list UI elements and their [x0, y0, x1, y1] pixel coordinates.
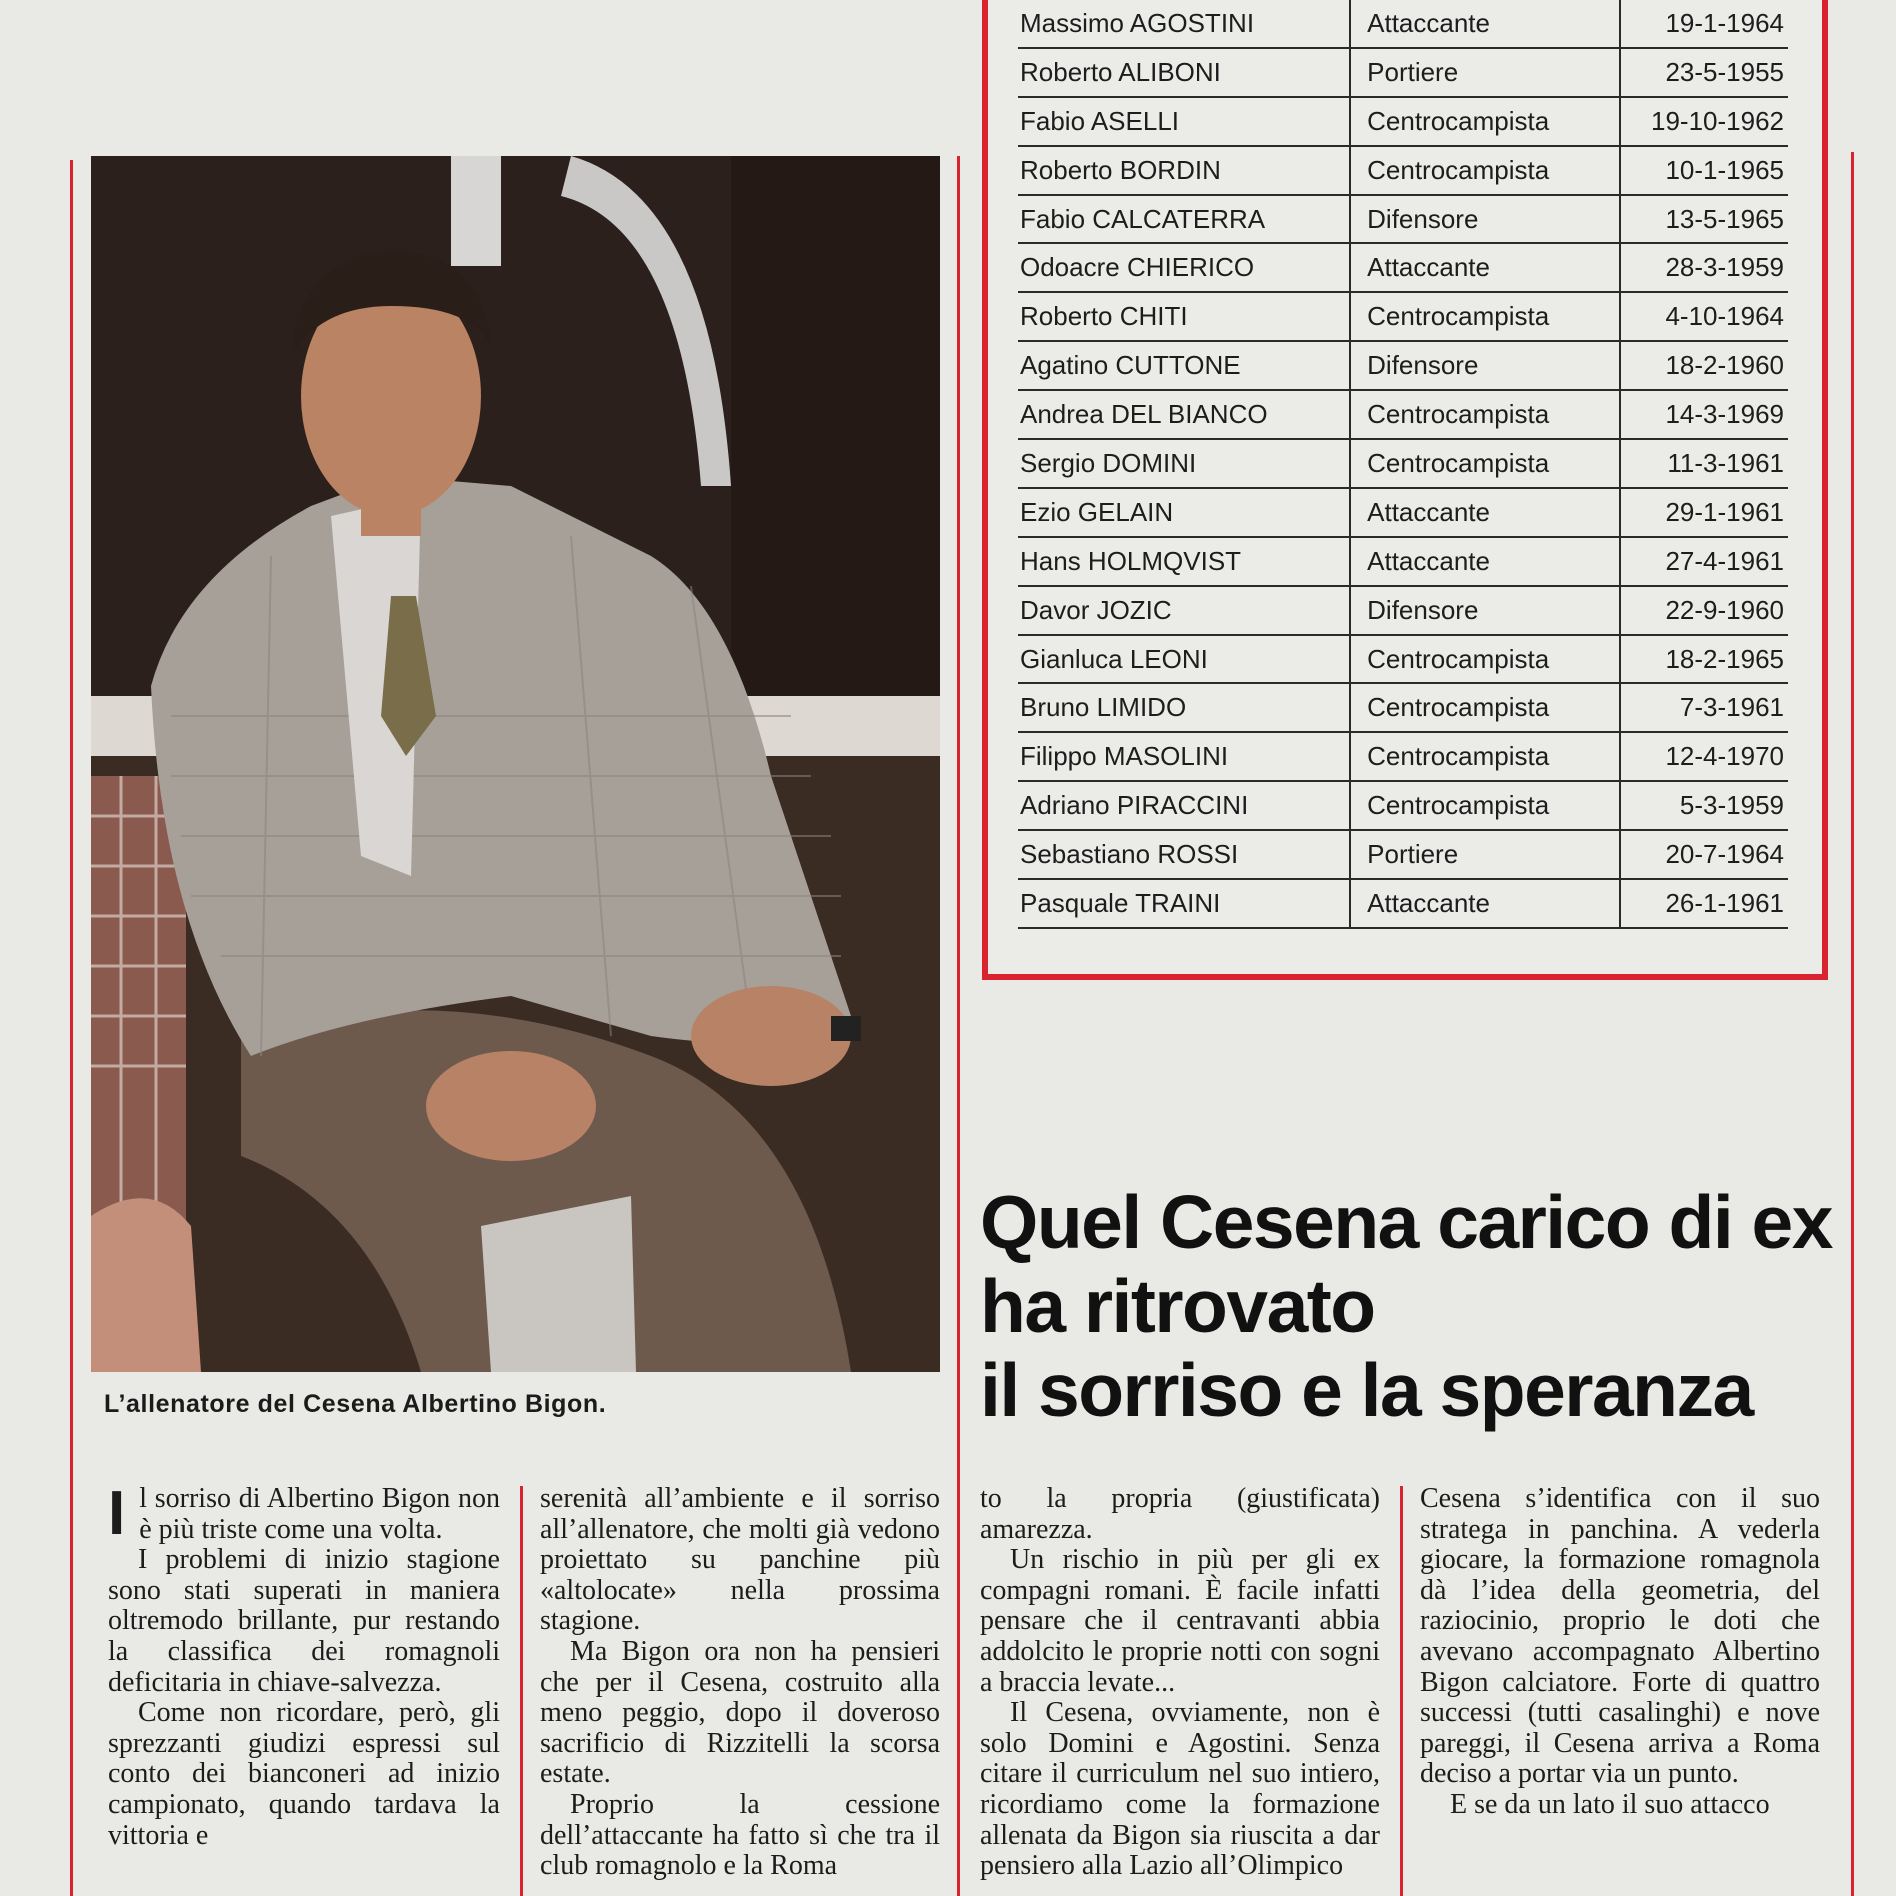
- player-birthdate: 22-9-1960: [1620, 586, 1788, 635]
- player-name: Fabio ASELLI: [1018, 97, 1350, 146]
- headline-line-2: ha ritrovato: [980, 1264, 1375, 1348]
- player-birthdate: 28-3-1959: [1620, 243, 1788, 292]
- player-name: Gianluca LEONI: [1018, 635, 1350, 684]
- article-headline: [980, 1180, 1840, 1432]
- player-role: Centrocampista: [1350, 97, 1620, 146]
- player-role: Attaccante: [1350, 537, 1620, 586]
- player-role: Centrocampista: [1350, 732, 1620, 781]
- player-role: Portiere: [1350, 48, 1620, 97]
- player-role: Centrocampista: [1350, 292, 1620, 341]
- paragraph: Il Cesena, ovviamente, non è solo Domini e Agostini. Senza citare il curriculum nel suo intiero, ricordiamo come la formazione allenata da Bigon sia riuscita a dar pensiero alla Lazio all’Olimpico: [980, 1697, 1380, 1882]
- player-birthdate: 12-4-1970: [1620, 732, 1788, 781]
- roster-row: [1018, 586, 1788, 635]
- roster-row: [1018, 195, 1788, 244]
- center-red-rule: [957, 156, 960, 1896]
- paragraph: Un rischio in più per gli ex compagni romani. È facile infatti pensare che il centravanti abbia addolcito le proprie notti con sogni a braccia levate...: [980, 1544, 1380, 1698]
- article-column-4: [1420, 1484, 1820, 1896]
- roster-row: [1018, 292, 1788, 341]
- player-birthdate: 20-7-1964: [1620, 830, 1788, 879]
- roster-row: [1018, 732, 1788, 781]
- player-role: Attaccante: [1350, 488, 1620, 537]
- roster-row: [1018, 830, 1788, 879]
- player-name: Davor JOZIC: [1018, 586, 1350, 635]
- player-name: Roberto ALIBONI: [1018, 48, 1350, 97]
- paragraph: serenità all’ambiente e il sorriso all’allenatore, che molti già vedono proiettato su panchine più «altolocate» nella prossima stagione.: [540, 1484, 940, 1637]
- roster-table: [1018, 0, 1788, 929]
- left-red-rule: [70, 160, 73, 1896]
- player-birthdate: 26-1-1961: [1620, 879, 1788, 928]
- roster-row: [1018, 683, 1788, 732]
- paragraph: Come non ricordare, però, gli sprezzanti giudizi espressi sul conto dei bianconeri ad inizio campionato, quando tardava la vittoria e: [108, 1697, 500, 1851]
- coach-photo: [91, 156, 940, 1372]
- roster-row: [1018, 537, 1788, 586]
- player-name: Andrea DEL BIANCO: [1018, 390, 1350, 439]
- player-name: Bruno LIMIDO: [1018, 683, 1350, 732]
- roster-row: [1018, 243, 1788, 292]
- player-role: Attaccante: [1350, 879, 1620, 928]
- player-role: Attaccante: [1350, 243, 1620, 292]
- player-birthdate: 18-2-1965: [1620, 635, 1788, 684]
- roster-row: [1018, 439, 1788, 488]
- player-birthdate: 23-5-1955: [1620, 48, 1788, 97]
- paragraph: Cesena s’identifica con il suo stratega in panchina. A vederla giocare, la formazione romagnola dà l’idea della geometria, del raziocinio, proprio le doti che avevano accompagnato Albertino Bigon calciatore. Forte di quattro successi (tutti casalinghi) e nove pareggi, il Cesena arriva a Roma deciso a portar via un punto.: [1420, 1484, 1820, 1790]
- player-birthdate: 29-1-1961: [1620, 488, 1788, 537]
- player-name: Hans HOLMQVIST: [1018, 537, 1350, 586]
- paragraph: E se da un lato il suo attacco: [1450, 1788, 1770, 1820]
- headline-line-1: Quel Cesena carico di ex: [980, 1180, 1832, 1264]
- player-birthdate: 14-3-1969: [1620, 390, 1788, 439]
- player-birthdate: 7-3-1961: [1620, 683, 1788, 732]
- photo-caption: L’allenatore del Cesena Albertino Bigon.: [104, 1390, 607, 1418]
- player-name: Filippo MASOLINI: [1018, 732, 1350, 781]
- player-birthdate: 4-10-1964: [1620, 292, 1788, 341]
- player-role: Difensore: [1350, 341, 1620, 390]
- player-role: Attaccante: [1350, 0, 1620, 48]
- col-divider-right: [1400, 1486, 1403, 1896]
- player-role: Difensore: [1350, 586, 1620, 635]
- player-role: Centrocampista: [1350, 390, 1620, 439]
- player-name: Sergio DOMINI: [1018, 439, 1350, 488]
- player-name: Fabio CALCATERRA: [1018, 195, 1350, 244]
- paragraph: Ma Bigon ora non ha pensieri che per il Cesena, costruito alla meno peggio, dopo il doveroso sacrificio di Rizzitelli la scorsa estate.: [540, 1635, 940, 1790]
- coach-illustration: [91, 156, 940, 1372]
- roster-row: [1018, 341, 1788, 390]
- paragraph: to la propria (giustificata) amarezza.: [980, 1484, 1380, 1545]
- player-role: Portiere: [1350, 830, 1620, 879]
- article-column-2: [540, 1484, 940, 1896]
- player-role: Centrocampista: [1350, 635, 1620, 684]
- player-name: Odoacre CHIERICO: [1018, 243, 1350, 292]
- player-name: Sebastiano ROSSI: [1018, 830, 1350, 879]
- player-name: Agatino CUTTONE: [1018, 341, 1350, 390]
- paragraph: I problemi di inizio stagione sono stati superati in maniera oltremodo brillante, pur restando la classifica dei romagnoli deficitaria in chiave-salvezza.: [108, 1544, 500, 1698]
- paragraph: Proprio la cessione dell’attaccante ha fatto sì che tra il club romagnolo e la Roma: [540, 1788, 940, 1882]
- player-birthdate: 19-10-1962: [1620, 97, 1788, 146]
- roster-row: [1018, 146, 1788, 195]
- roster-row: [1018, 390, 1788, 439]
- roster-row: [1018, 635, 1788, 684]
- right-red-rule: [1851, 152, 1854, 1896]
- roster-row: [1018, 48, 1788, 97]
- roster-row: [1018, 0, 1788, 48]
- col-divider-left: [520, 1486, 523, 1896]
- player-name: Roberto BORDIN: [1018, 146, 1350, 195]
- roster-row: [1018, 879, 1788, 928]
- article-column-1: [108, 1484, 500, 1896]
- player-birthdate: 11-3-1961: [1620, 439, 1788, 488]
- drop-cap: I: [108, 1484, 126, 1548]
- roster-row: [1018, 97, 1788, 146]
- article-column-3: [980, 1484, 1380, 1896]
- player-birthdate: 5-3-1959: [1620, 781, 1788, 830]
- player-name: Pasquale TRAINI: [1018, 879, 1350, 928]
- player-birthdate: 19-1-1964: [1620, 0, 1788, 48]
- roster-row: [1018, 781, 1788, 830]
- player-name: Massimo AGOSTINI: [1018, 0, 1350, 48]
- roster-row: [1018, 488, 1788, 537]
- player-role: Centrocampista: [1350, 683, 1620, 732]
- player-birthdate: 13-5-1965: [1620, 195, 1788, 244]
- player-birthdate: 18-2-1960: [1620, 341, 1788, 390]
- player-role: Centrocampista: [1350, 146, 1620, 195]
- paragraph: l sorriso di Albertino Bigon non è più triste come una volta.: [139, 1484, 500, 1545]
- player-birthdate: 10-1-1965: [1620, 146, 1788, 195]
- player-role: Centrocampista: [1350, 781, 1620, 830]
- player-name: Roberto CHITI: [1018, 292, 1350, 341]
- headline-line-3: il sorriso e la speranza: [980, 1348, 1753, 1432]
- player-birthdate: 27-4-1961: [1620, 537, 1788, 586]
- player-name: Ezio GELAIN: [1018, 488, 1350, 537]
- player-role: Difensore: [1350, 195, 1620, 244]
- player-name: Adriano PIRACCINI: [1018, 781, 1350, 830]
- player-role: Centrocampista: [1350, 439, 1620, 488]
